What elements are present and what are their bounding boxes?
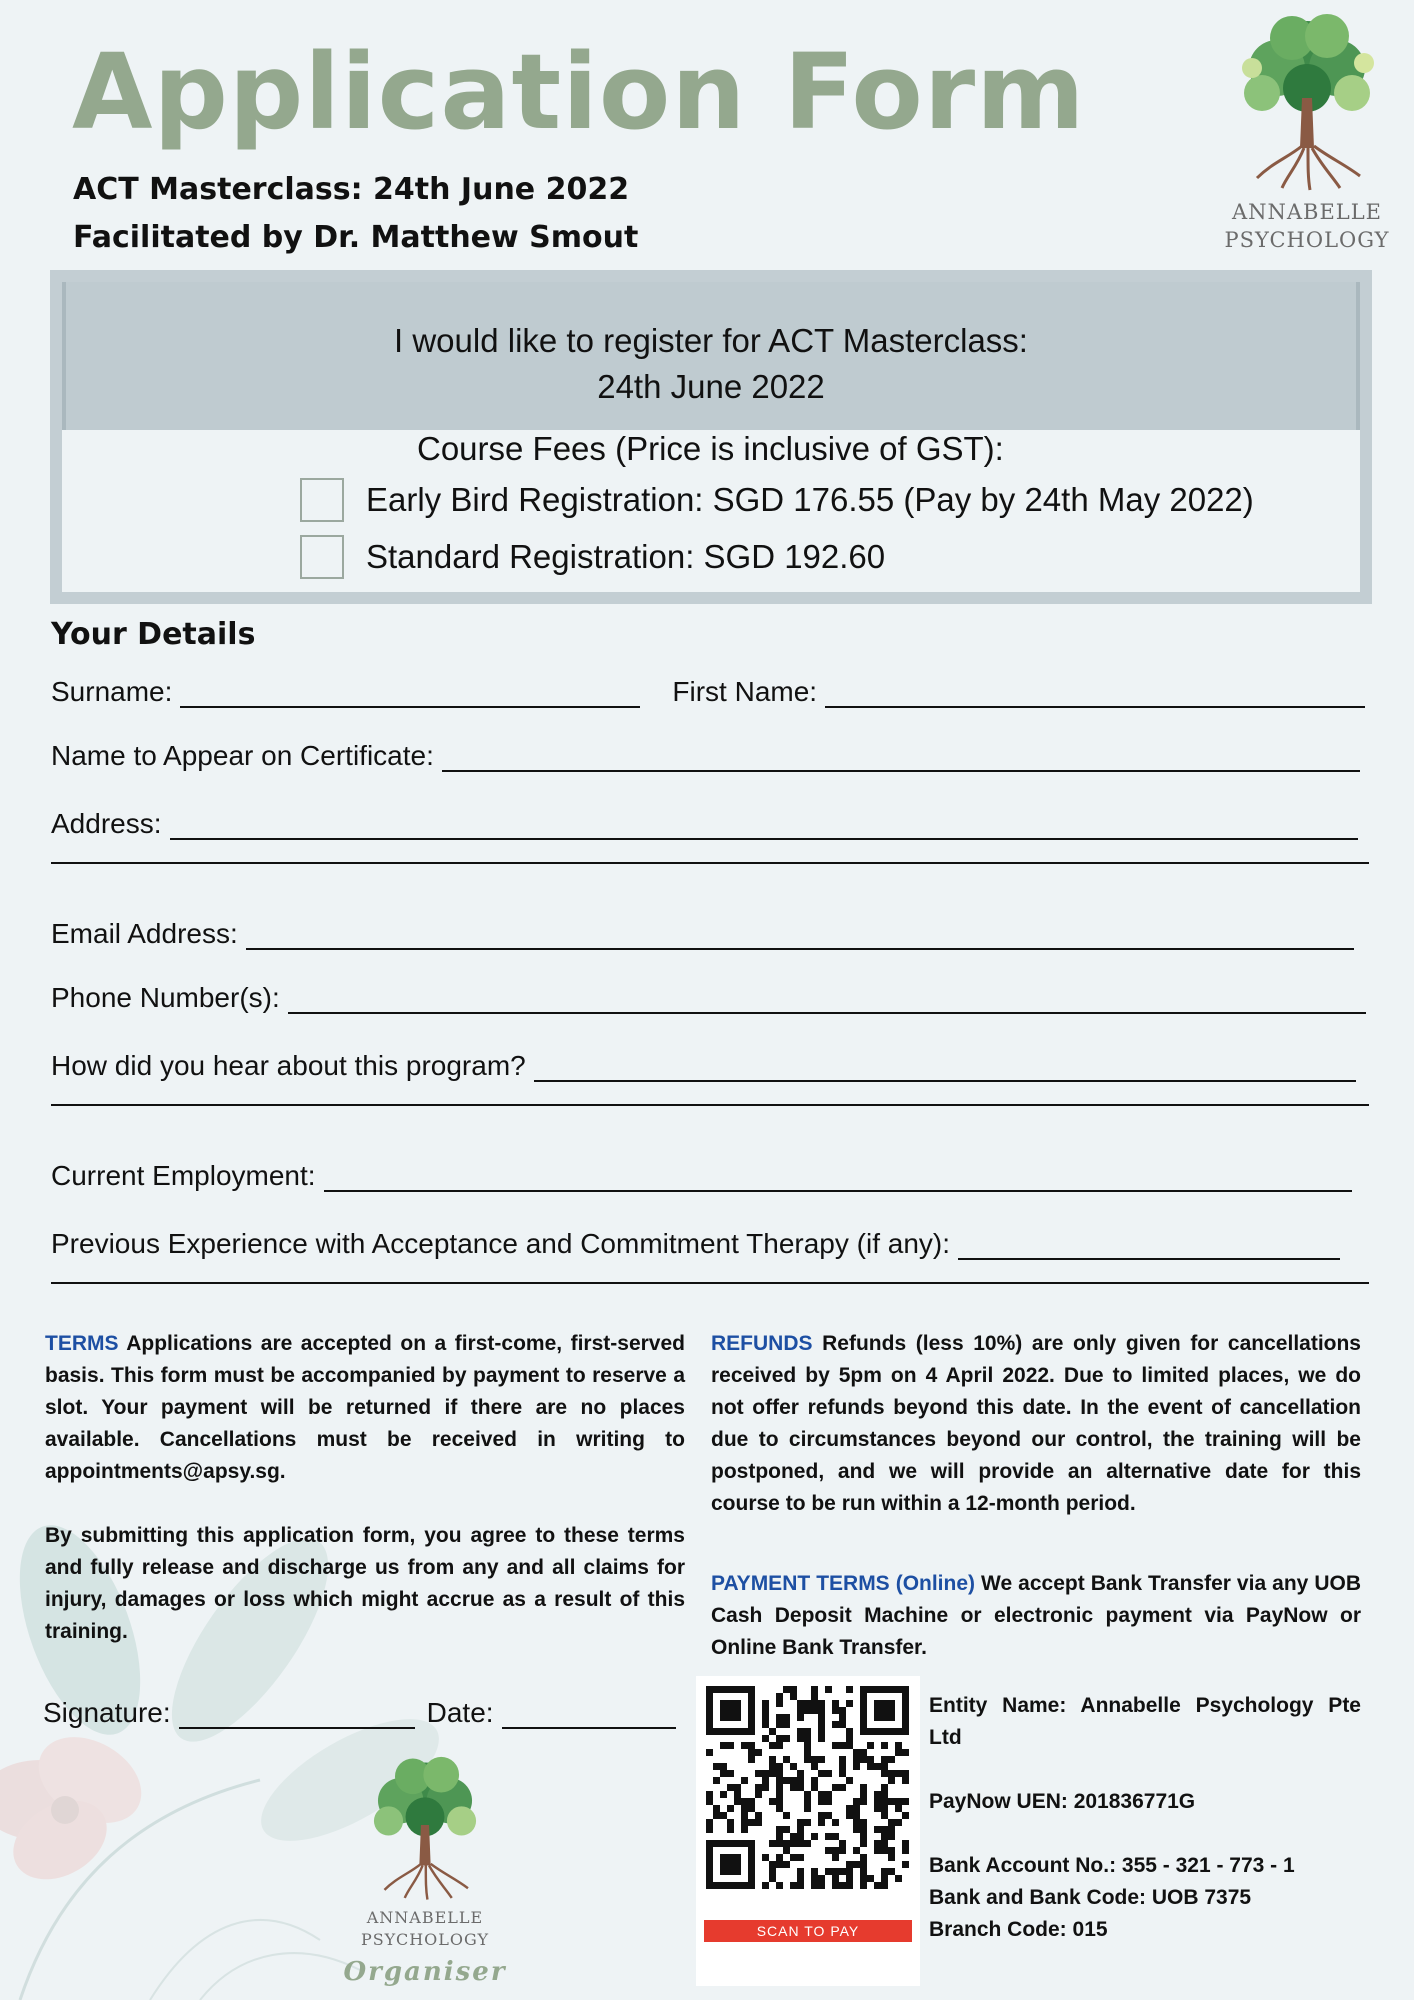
paynow-qr-code	[696, 1676, 920, 1986]
signature-input-line[interactable]	[179, 1705, 415, 1729]
your-details-title: Your Details	[51, 617, 256, 652]
branch-code: Branch Code: 015	[929, 1918, 1108, 1941]
organiser-logo-text-line-1: ANNABELLE	[366, 1908, 484, 1927]
registration-heading-line-1: I would like to register for ACT Masterclass:	[394, 322, 1028, 359]
organiser-label: Organiser	[343, 1957, 507, 1987]
registration-box	[50, 270, 1372, 604]
email-label: Email Address:	[51, 918, 238, 949]
bank-code: Bank and Bank Code: UOB 7375	[929, 1886, 1252, 1909]
payment-terms-text: We accept Bank Transfer via any UOB Cash Deposit Machine or electronic payment via PayNow or Online Bank Transfer.	[711, 1572, 1361, 1659]
refunds-text: Refunds (less 10%) are only given for cancellations received by 5pm on 4 April 2022. Due to limited places, we do not offer refunds beyond this date. In the event of cancellation due to circumstances beyond our control, the training will be postponed, and we will provide an alternative date for this course to be run within a 12-month period.	[711, 1332, 1361, 1515]
refunds-label: REFUNDS	[711, 1332, 813, 1355]
first-name-input-line[interactable]	[825, 684, 1365, 708]
logo-text-line-1: ANNABELLE	[1231, 200, 1383, 224]
address-input-line-2[interactable]	[51, 862, 1369, 864]
certificate-name-field[interactable]	[51, 740, 1360, 772]
standard-checkbox[interactable]	[300, 535, 344, 579]
logo-text-line-2: PSYCHOLOGY	[1224, 228, 1390, 252]
signature-row[interactable]	[43, 1697, 676, 1729]
annabelle-psychology-logo	[1222, 8, 1392, 252]
certificate-name-input-line[interactable]	[442, 748, 1360, 772]
registration-heading-line-2: 24th June 2022	[597, 368, 825, 405]
terms-text: Applications are accepted on a first-come, first-served basis. This form must be accompanied by payment to reserve a slot. Your payment will be returned if there are no places available. Cancellations must be received in writing to appointments@apsy.sg.	[45, 1332, 685, 1483]
date-label: Date:	[426, 1697, 494, 1728]
previous-experience-input-line[interactable]	[958, 1236, 1340, 1260]
registration-heading	[62, 282, 1360, 430]
date-input-line[interactable]	[502, 1705, 676, 1729]
event-subtitle: ACT Masterclass: 24th June 2022	[73, 172, 630, 207]
tree-logo-icon	[1232, 8, 1382, 193]
address-input-line[interactable]	[170, 816, 1358, 840]
previous-experience-label: Previous Experience with Acceptance and Commitment Therapy (if any):	[51, 1228, 951, 1259]
standard-label: Standard Registration: SGD 192.60	[366, 538, 886, 575]
qr-code-icon	[696, 1676, 920, 1920]
entity-name: Entity Name: Annabelle Psychology Pte Ltd	[929, 1694, 1361, 1749]
page-title: Application Form	[72, 31, 1086, 153]
refunds-paragraph	[711, 1328, 1361, 1520]
email-field[interactable]	[51, 918, 1354, 950]
employment-field[interactable]	[51, 1160, 1352, 1192]
employment-label: Current Employment:	[51, 1160, 316, 1191]
bank-account-number: Bank Account No.: 355 - 321 - 773 - 1	[929, 1854, 1295, 1877]
payment-terms-label: PAYMENT TERMS (Online)	[711, 1572, 976, 1595]
terms-paragraph	[45, 1328, 685, 1488]
payment-terms-paragraph	[711, 1568, 1361, 1664]
hear-about-field[interactable]	[51, 1050, 1356, 1082]
scan-to-pay-label: SCAN TO PAY	[704, 1920, 912, 1942]
first-name-label: First Name:	[672, 676, 818, 707]
paynow-uen: PayNow UEN: 201836771G	[929, 1790, 1196, 1813]
phone-field[interactable]	[51, 982, 1366, 1014]
terms-label: TERMS	[45, 1332, 119, 1355]
facilitator-subtitle: Facilitated by Dr. Matthew Smout	[73, 220, 639, 255]
bank-details	[929, 1690, 1361, 1946]
surname-label: Surname:	[51, 676, 173, 707]
surname-field[interactable]	[51, 676, 1365, 708]
phone-label: Phone Number(s):	[51, 982, 280, 1013]
terms-agreement-paragraph: By submitting this application form, you agree to these terms and fully release and discharge us from any and all claims for injury, damages or loss which might accrue as a result of this training.	[45, 1524, 685, 1643]
fee-option-standard[interactable]	[300, 535, 885, 579]
previous-experience-field[interactable]	[51, 1228, 1340, 1260]
signature-label: Signature:	[43, 1697, 171, 1728]
hear-about-input-line-2[interactable]	[51, 1104, 1369, 1106]
email-input-line[interactable]	[246, 926, 1354, 950]
organiser-logo	[340, 1752, 510, 1987]
tree-logo-icon	[360, 1752, 490, 1902]
early-bird-checkbox[interactable]	[300, 478, 344, 522]
certificate-name-label: Name to Appear on Certificate:	[51, 740, 434, 771]
early-bird-label: Early Bird Registration: SGD 176.55 (Pay by 24th May 2022)	[366, 481, 1254, 518]
previous-experience-input-line-2[interactable]	[51, 1282, 1369, 1284]
fee-option-early-bird[interactable]	[300, 478, 1254, 522]
employment-input-line[interactable]	[324, 1168, 1352, 1192]
phone-input-line[interactable]	[288, 990, 1366, 1014]
course-fees-title: Course Fees (Price is inclusive of GST):	[417, 430, 1004, 467]
address-label: Address:	[51, 808, 162, 839]
hear-about-input-line[interactable]	[534, 1058, 1356, 1082]
surname-input-line[interactable]	[180, 684, 640, 708]
organiser-logo-text-line-2: PSYCHOLOGY	[360, 1930, 490, 1949]
hear-about-label: How did you hear about this program?	[51, 1050, 526, 1081]
address-field[interactable]	[51, 808, 1358, 840]
